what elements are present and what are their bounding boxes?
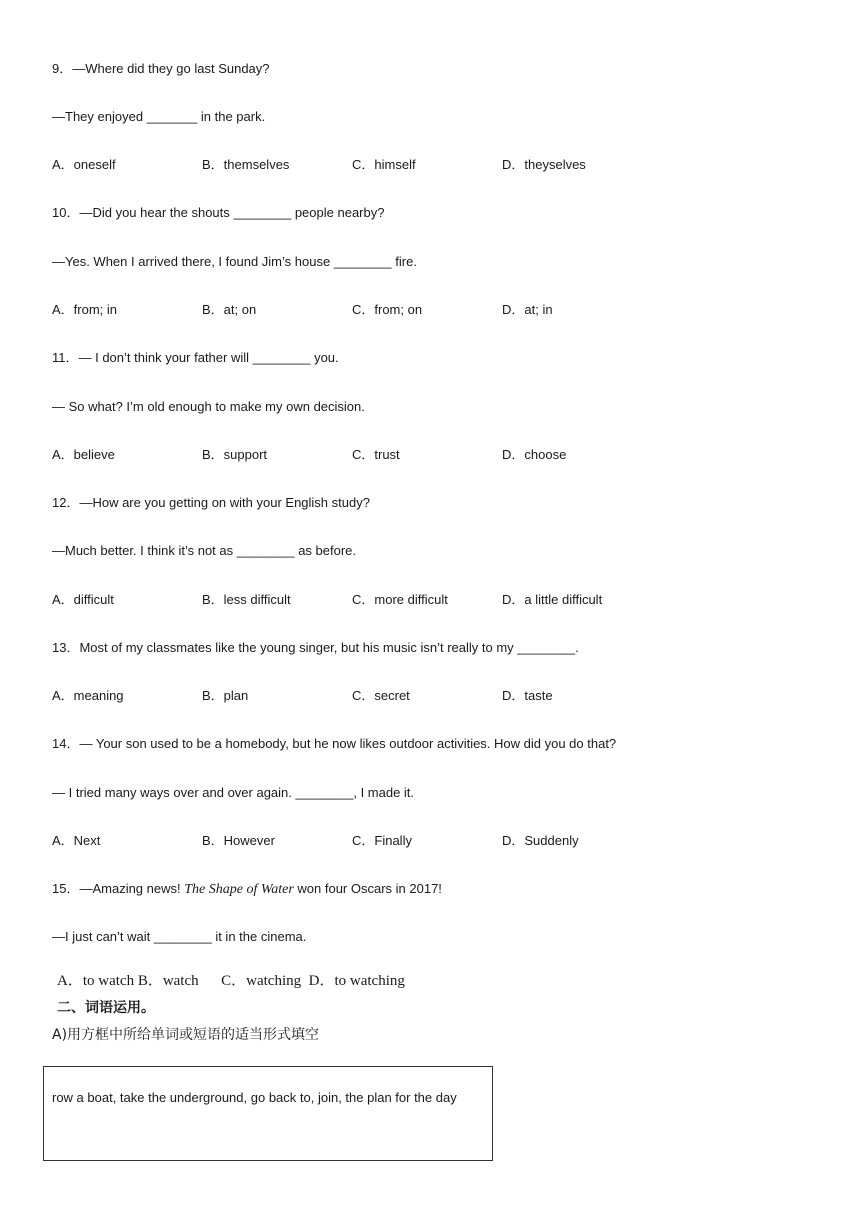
question-12-option-d: D．a little difficult (502, 592, 603, 607)
question-12-response: —Much better. I think it’s not as ________ as before. (52, 543, 357, 558)
question-13-option-d: D．taste (502, 688, 553, 703)
question-13-option-a: A．meaning (52, 688, 124, 703)
question-15-prompt (52, 880, 442, 899)
question-15-options: A．to watch B．watch C．watching D．to watching (57, 973, 405, 989)
question-14-option-a: A．Next (52, 833, 101, 848)
question-15-prefix: 15．—Amazing news! (52, 881, 185, 896)
question-14-option-d: D．Suddenly (502, 833, 579, 848)
question-9-option-b: B．themselves (202, 157, 290, 172)
word-bank-text: row a boat, take the underground, go back to, join, the plan for the day (52, 1090, 457, 1105)
question-9-option-d: D．theyselves (502, 157, 586, 172)
section-instruction: A)用方框中所给单词或短语的适当形式填空 (52, 1027, 320, 1043)
word-bank-box (43, 1066, 493, 1161)
question-10-option-c: C．from; on (352, 302, 423, 317)
question-11-prompt: 11．— I don’t think your father will ________ you. (52, 350, 339, 365)
question-10-option-d: D．at; in (502, 302, 553, 317)
question-10-response: —Yes. When I arrived there, I found Jim’s house ________ fire. (52, 254, 417, 269)
question-10-option-a: A．from; in (52, 302, 118, 317)
question-11-response: — So what? I’m old enough to make my own decision. (52, 399, 365, 414)
question-9-option-a: A．oneself (52, 157, 116, 172)
question-13-option-b: B．plan (202, 688, 249, 703)
film-title: The Shape of Water (184, 882, 294, 897)
question-13-option-c: C．secret (352, 688, 410, 703)
question-11-option-c: C．trust (352, 447, 400, 462)
question-9-response: —They enjoyed _______ in the park. (52, 109, 266, 124)
question-14-option-c: C．Finally (352, 833, 412, 848)
question-14-option-b: B．However (202, 833, 275, 848)
question-11-option-d: D．choose (502, 447, 567, 462)
question-12-option-a: A．difficult (52, 592, 114, 607)
question-14-prompt: 14．— Your son used to be a homebody, but he now likes outdoor activities. How did you do that? (52, 736, 617, 751)
question-10-option-b: B．at; on (202, 302, 257, 317)
question-13-prompt: 13．Most of my classmates like the young singer, but his music isn’t really to my ________. (52, 640, 579, 655)
question-15-response: —I just can’t wait ________ it in the cinema. (52, 929, 307, 944)
question-14-response: — I tried many ways over and over again. ________, I made it. (52, 785, 415, 800)
section-heading: 二、词语运用。 (57, 1000, 155, 1016)
question-12-prompt: 12．—How are you getting on with your English study? (52, 495, 370, 510)
question-10-prompt: 10．—Did you hear the shouts ________ people nearby? (52, 205, 385, 220)
question-12-option-b: B．less difficult (202, 592, 291, 607)
question-11-option-a: A．believe (52, 447, 115, 462)
question-12-option-c: C．more difficult (352, 592, 448, 607)
question-9-prompt: 9．—Where did they go last Sunday? (52, 61, 270, 76)
question-9-option-c: C．himself (352, 157, 416, 172)
question-11-option-b: B．support (202, 447, 268, 462)
question-15-suffix: won four Oscars in 2017! (293, 881, 442, 896)
